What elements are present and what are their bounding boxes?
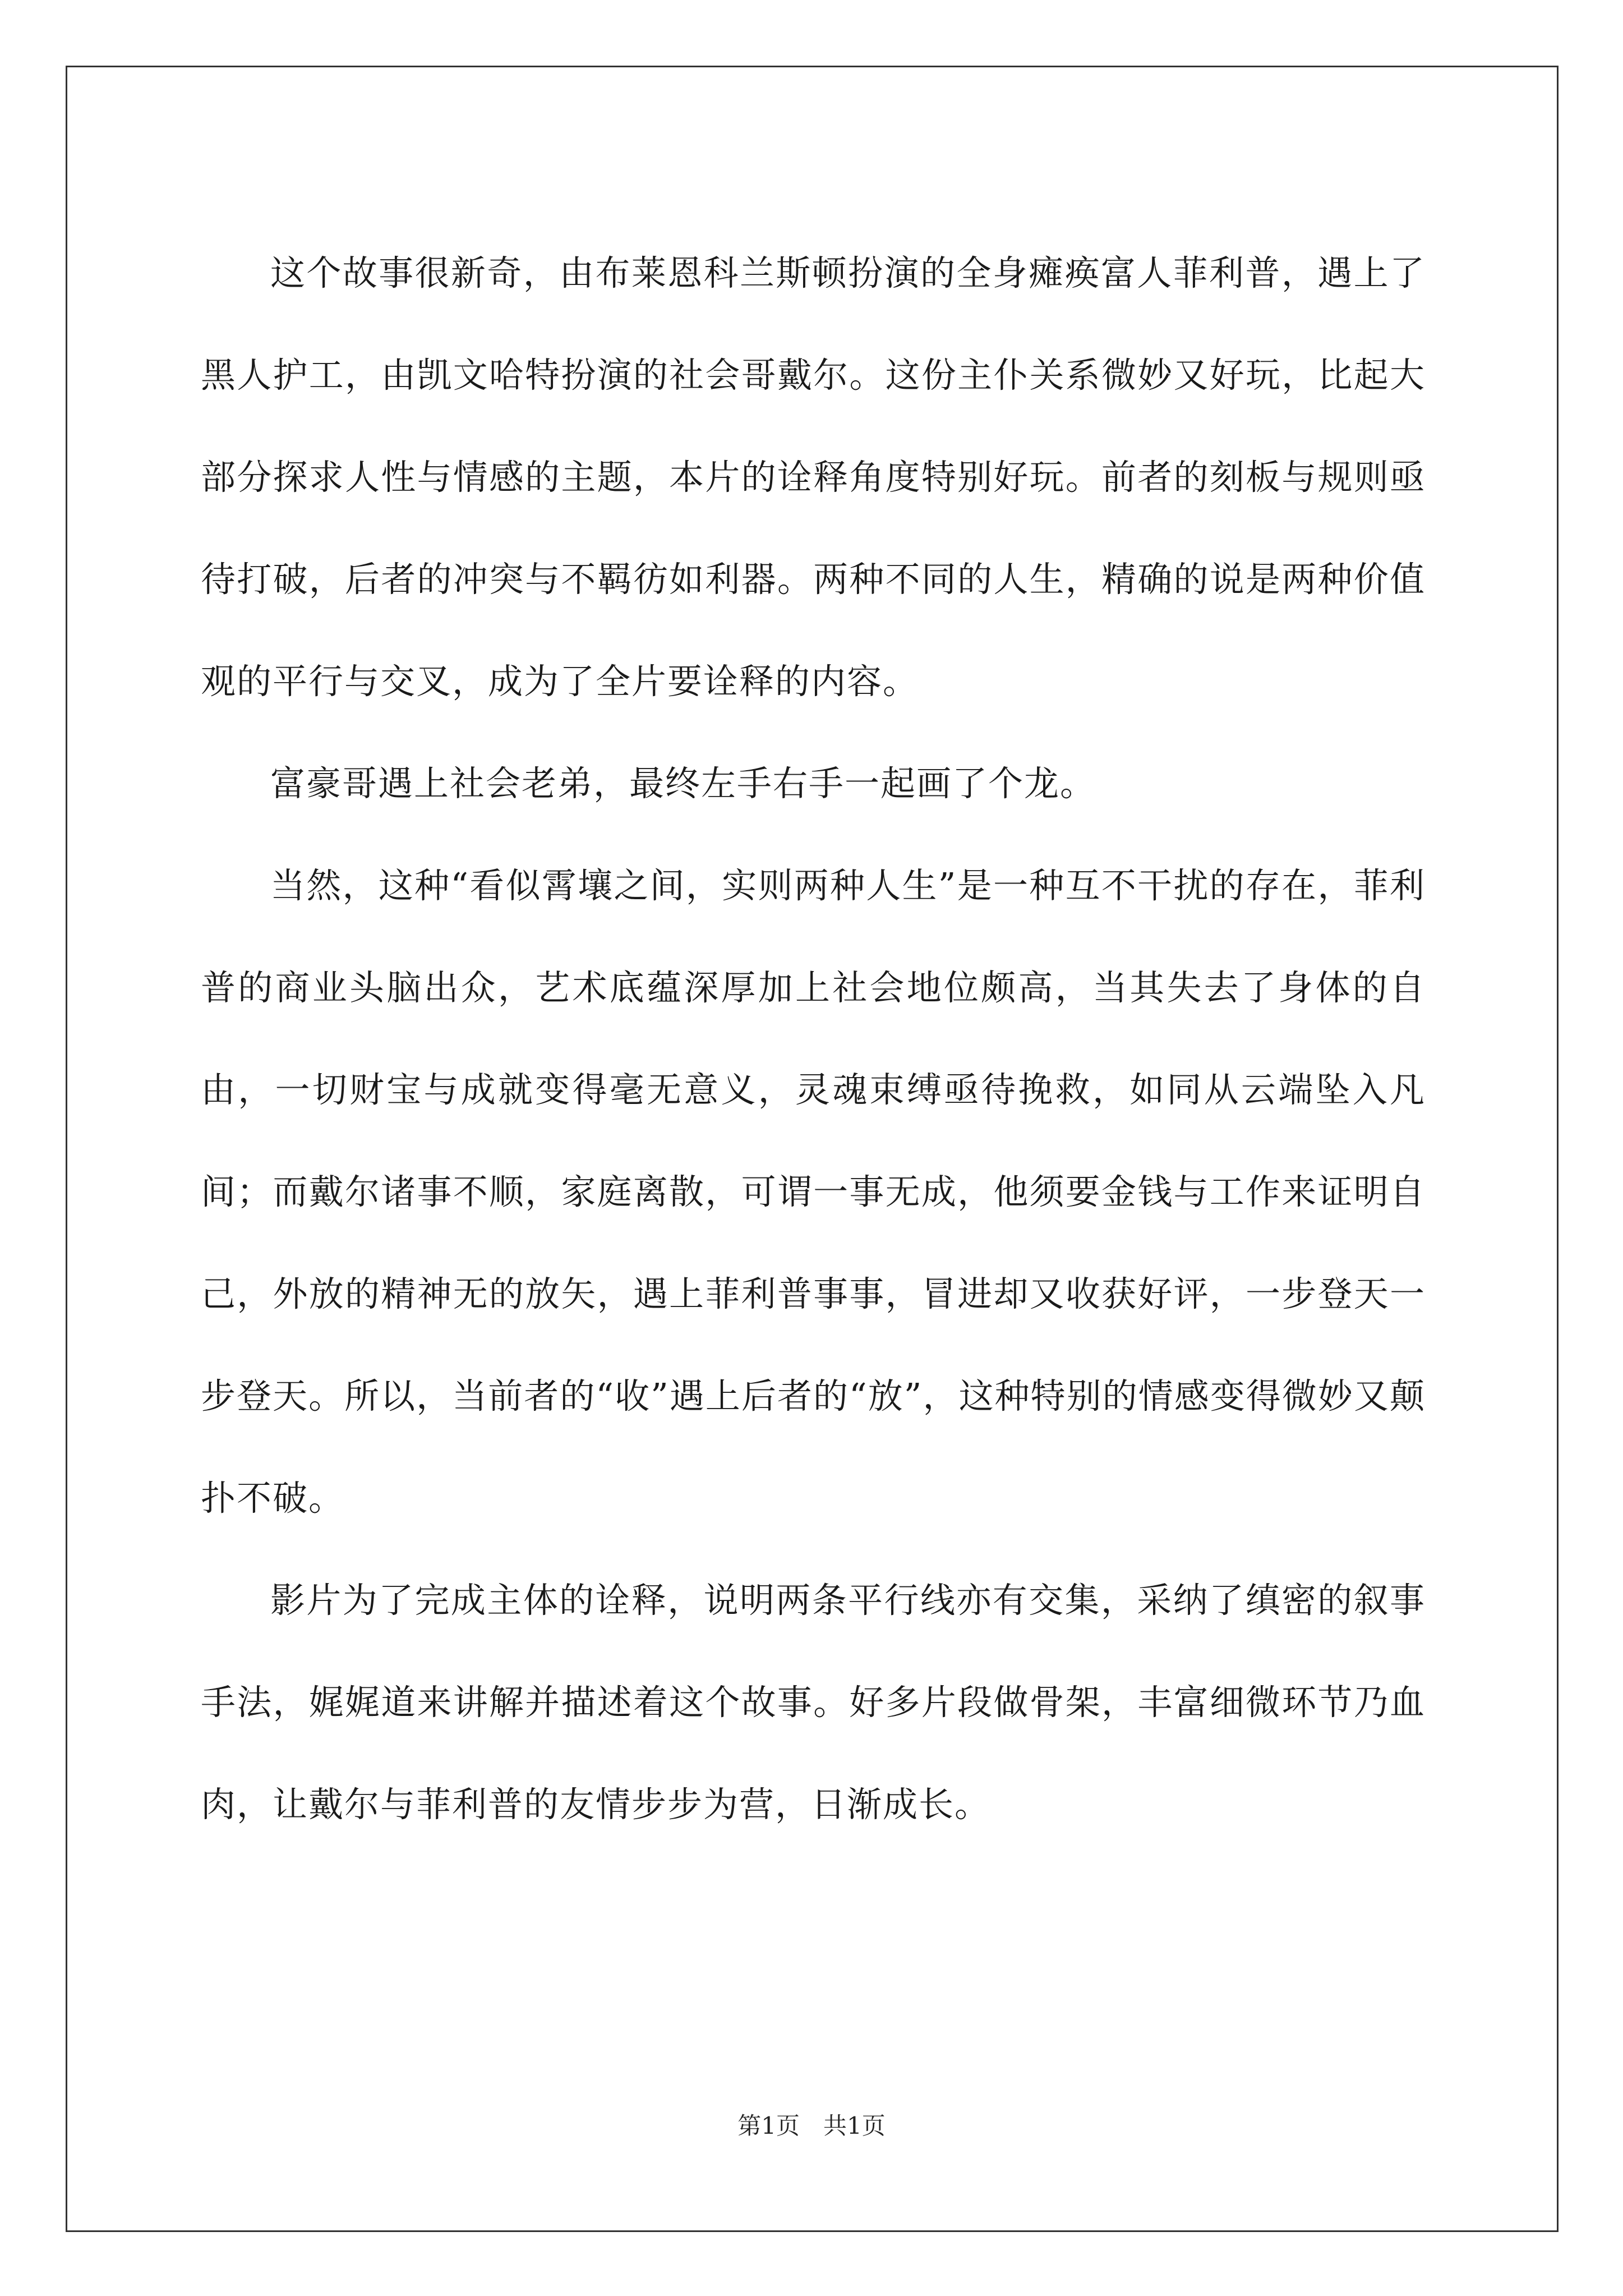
document-body <box>201 222 1426 1856</box>
paragraph-2: 富豪哥遇上社会老弟，最终左手右手一起画了个龙。 <box>270 763 1096 804</box>
page-number-footer: 第1页 共1页 <box>737 2112 886 2139</box>
paragraph-4: 影片为了完成主体的诠释，说明两条平行线亦有交集，采纳了缜密的叙事手法，娓娓道来讲解并描述着这个故事。好多片段做骨架，丰富细微环节乃血肉，让戴尔与菲利普的友情步步为营，日渐成长。 <box>201 1580 1426 1825</box>
paragraph-3: 当然，这种“看似霄壤之间，实则两种人生”是一种互不干扰的存在，菲利普的商业头脑出众，艺术底蕴深厚加上社会地位颇高，当其失去了身体的自由，一切财宝与成就变得毫无意义，灵魂束缚亟待挽救，如同从云端坠入凡间；而戴尔诸事不顺，家庭离散，可谓一事无成，他须要金钱与工作来证明自己，外放的精神无的放矢，遇上菲利普事事，冒进却又收获好评，一步登天一步登天。所以，当前者的“收”遇上后者的“放”，这种特别的情感变得微妙又颠扑不破。 <box>201 865 1426 1519</box>
paragraph-1: 这个故事很新奇，由布莱恩科兰斯顿扮演的全身瘫痪富人菲利普，遇上了黑人护工，由凯文哈特扮演的社会哥戴尔。这份主仆关系微妙又好玩，比起大部分探求人性与情感的主题，本片的诠释角度特别好玩。前者的刻板与规则亟待打破，后者的冲突与不羁彷如利器。两种不同的人生，精确的说是两种价值观的平行与交叉，成为了全片要诠释的内容。 <box>201 252 1426 702</box>
